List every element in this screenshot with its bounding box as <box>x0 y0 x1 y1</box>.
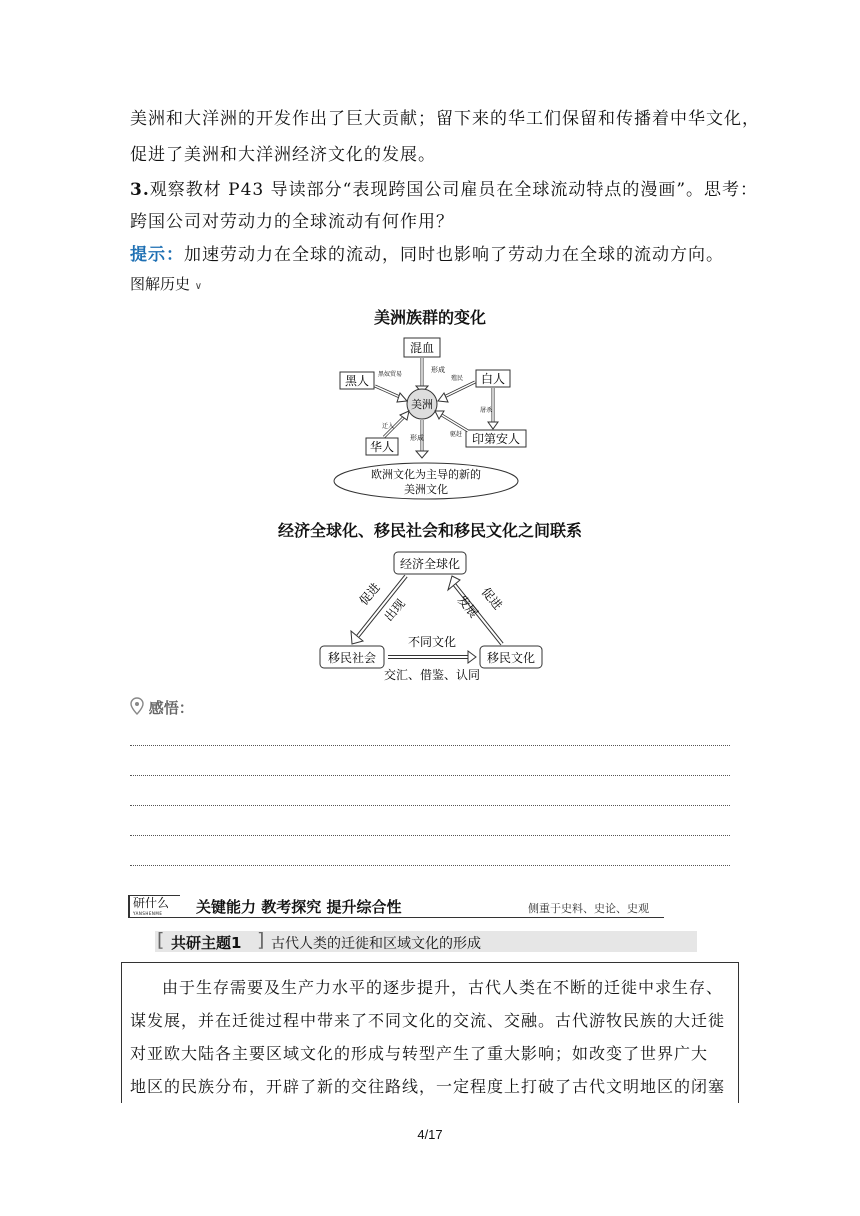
location-pin-icon <box>130 697 144 719</box>
diagram1-ethnic-changes <box>330 336 530 501</box>
label-colonize: 殖民 <box>451 375 464 382</box>
passage-box <box>121 962 739 1103</box>
passage-line-3: 对亚欧大陆各主要区域文化的形成与转型产生了重大影响；如改变了世界广大 <box>130 1044 709 1063</box>
box-immigrant-society-text: 移民社会 <box>327 651 377 665</box>
banner-logo-text: 研什么 <box>133 896 170 910</box>
tujie-label: 图解历史 <box>130 275 191 293</box>
question-line-2: 跨国公司对劳动力的全球流动有何作用？ <box>130 212 454 232</box>
label-promote-right: 促进 <box>478 584 505 613</box>
box-mixed-text: 混血 <box>409 341 435 355</box>
label-promote-left: 促进 <box>356 580 383 608</box>
banner-title: 关键能力 教考探究 提升综合性 <box>196 898 402 916</box>
ganwu-label: 感悟： <box>148 699 194 717</box>
diagram2-relations <box>310 548 550 684</box>
answer-line[interactable] <box>130 775 730 776</box>
hint-label: 提示： <box>130 245 184 265</box>
label-appear: 出现 <box>381 596 408 624</box>
bracket-left-icon: [ <box>157 929 165 951</box>
theme-title: 古代人类的迁徙和区域文化的形成 <box>271 936 481 952</box>
question-line-1 <box>130 175 758 200</box>
ellipse-line-2: 美洲文化 <box>404 483 448 496</box>
diagram2-title: 经济全球化、移民社会和移民文化之间联系 <box>277 521 582 540</box>
label-develop: 发展 <box>454 592 481 621</box>
theme-label: 共研主题1 <box>171 934 242 952</box>
double-chevron-down-icon: ∨ <box>194 281 203 292</box>
intro-line-2: 促进了美洲和大洋洲经济文化的发展。 <box>130 145 436 165</box>
tujie-heading <box>130 273 202 294</box>
banner-logo-sub: YANSHENME <box>133 911 163 916</box>
banner-note: 侧重于史料、史论、史观 <box>528 902 649 915</box>
answer-line[interactable] <box>130 865 730 866</box>
hint <box>130 240 724 265</box>
page-number: 4/17 <box>417 1127 443 1142</box>
circle-america-text: 美洲 <box>411 398 433 411</box>
label-expel: 驱赶 <box>450 431 463 438</box>
passage-line-2: 谋发展，并在迁徙过程中带来了不同文化的交流、交融。古代游牧民族的大迁徙 <box>130 1011 726 1030</box>
label-form-top: 形成 <box>431 366 445 374</box>
banner-rule <box>128 917 664 918</box>
hint-text: 加速劳动力在全球的流动，同时也影响了劳动力在全球的流动方向。 <box>184 245 724 265</box>
label-massacre: 屠杀 <box>480 407 493 414</box>
box-white-text: 白人 <box>480 372 506 386</box>
ganwu-heading <box>130 697 194 719</box>
ellipse-line-1: 欧洲文化为主导的新的 <box>371 468 481 481</box>
answer-line[interactable] <box>130 745 730 746</box>
box-chinese-text: 华人 <box>369 440 395 454</box>
answer-line[interactable] <box>130 805 730 806</box>
passage-line-4: 地区的民族分布，开辟了新的交往路线，一定程度上打破了古代文明地区的闭塞 <box>130 1077 726 1096</box>
label-slave-trade: 黑奴贸易 <box>378 371 403 378</box>
bracket-right-icon: ] <box>257 929 265 951</box>
label-form-bottom: 形成 <box>410 434 424 442</box>
question-number: 3. <box>130 180 150 200</box>
label-different-cultures: 不同文化 <box>407 635 457 649</box>
passage-line-1: 由于生存需要及生产力水平的逐步提升，古代人类在不断的迁徙中求生存、 <box>162 978 724 997</box>
answer-line[interactable] <box>130 835 730 836</box>
section-banner <box>128 895 664 919</box>
box-indigenous-text: 印第安人 <box>471 432 521 446</box>
intro-line-1: 美洲和大洋洲的开发作出了巨大贡献；留下来的华工们保留和传播着中华文化， <box>130 109 760 129</box>
label-move-in: 迁入 <box>382 423 395 430</box>
box-immigrant-culture-text: 移民文化 <box>486 651 536 665</box>
box-black-text: 黑人 <box>344 374 370 388</box>
label-exchange: 交汇、借鉴、认同 <box>383 668 481 682</box>
banner-logo <box>128 895 180 918</box>
theme-bar <box>155 931 697 952</box>
question-text-1: 观察教材 P43 导读部分“表现跨国公司雇员在全球流动特点的漫画”。思考： <box>149 180 759 200</box>
box-globalization-text: 经济全球化 <box>399 557 461 571</box>
diagram1-title: 美洲族群的变化 <box>373 308 486 327</box>
